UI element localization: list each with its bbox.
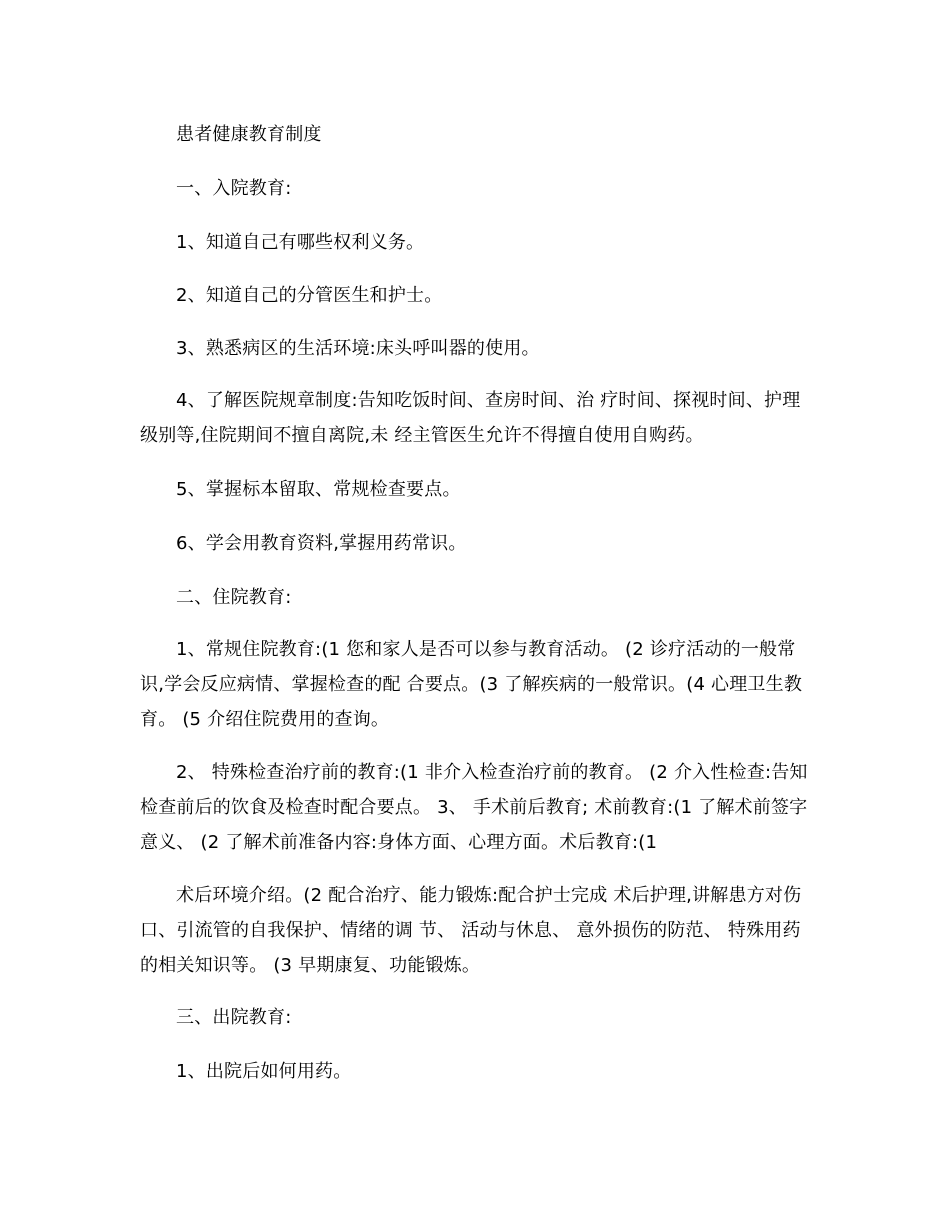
paragraph: 6、学会用教育资料,掌握用药常识。: [176, 533, 467, 554]
paragraph: 1、常规住院教育:(1 您和家人是否可以参与教育活动。 (2 诊疗活动的一般常识,学会反应病情、掌握检查的配 合要点。(3 了解疾病的一般常识。(4 心理卫生教育。 (5 介绍住院费用的查询。: [140, 639, 803, 730]
paragraph: 术后环境介绍。(2 配合治疗、能力锻炼:配合护士完成 术后护理,讲解患方对伤口、引流管的自我保护、情绪的调 节、 活动与休息、 意外损伤的防范、 特殊用药的相关知识等。 (3 早期康复、功能锻炼。: [140, 885, 802, 976]
section-heading-admission: 一、入院教育:: [176, 178, 292, 199]
paragraph: 2、 特殊检查治疗前的教育:(1 非介入检查治疗前的教育。 (2 介入性检查:告知检查前后的饮食及检查时配合要点。 3、 手术前后教育; 术前教育:(1 了解术前签字意义、 (2 了解术前准备内容:身体方面、心理方面。术后教育:(1: [140, 762, 808, 853]
paragraph: 1、知道自己有哪些权利义务。: [176, 232, 425, 253]
document-title: 患者健康教育制度: [176, 124, 322, 145]
paragraph: 2、知道自己的分管医生和护士。: [176, 285, 443, 306]
section-heading-inpatient: 二、住院教育:: [176, 587, 292, 608]
paragraph: 5、掌握标本留取、常规检查要点。: [176, 479, 461, 500]
section-heading-discharge: 三、出院教育:: [176, 1007, 292, 1028]
paragraph: 1、出院后如何用药。: [176, 1061, 352, 1082]
paragraph: 4、了解医院规章制度:告知吃饭时间、查房时间、治 疗时间、探视时间、护理级别等,住院期间不擅自离院,未 经主管医生允许不得擅自使用自购药。: [140, 390, 801, 446]
paragraph: 3、熟悉病区的生活环境:床头呼叫器的使用。: [176, 338, 540, 359]
